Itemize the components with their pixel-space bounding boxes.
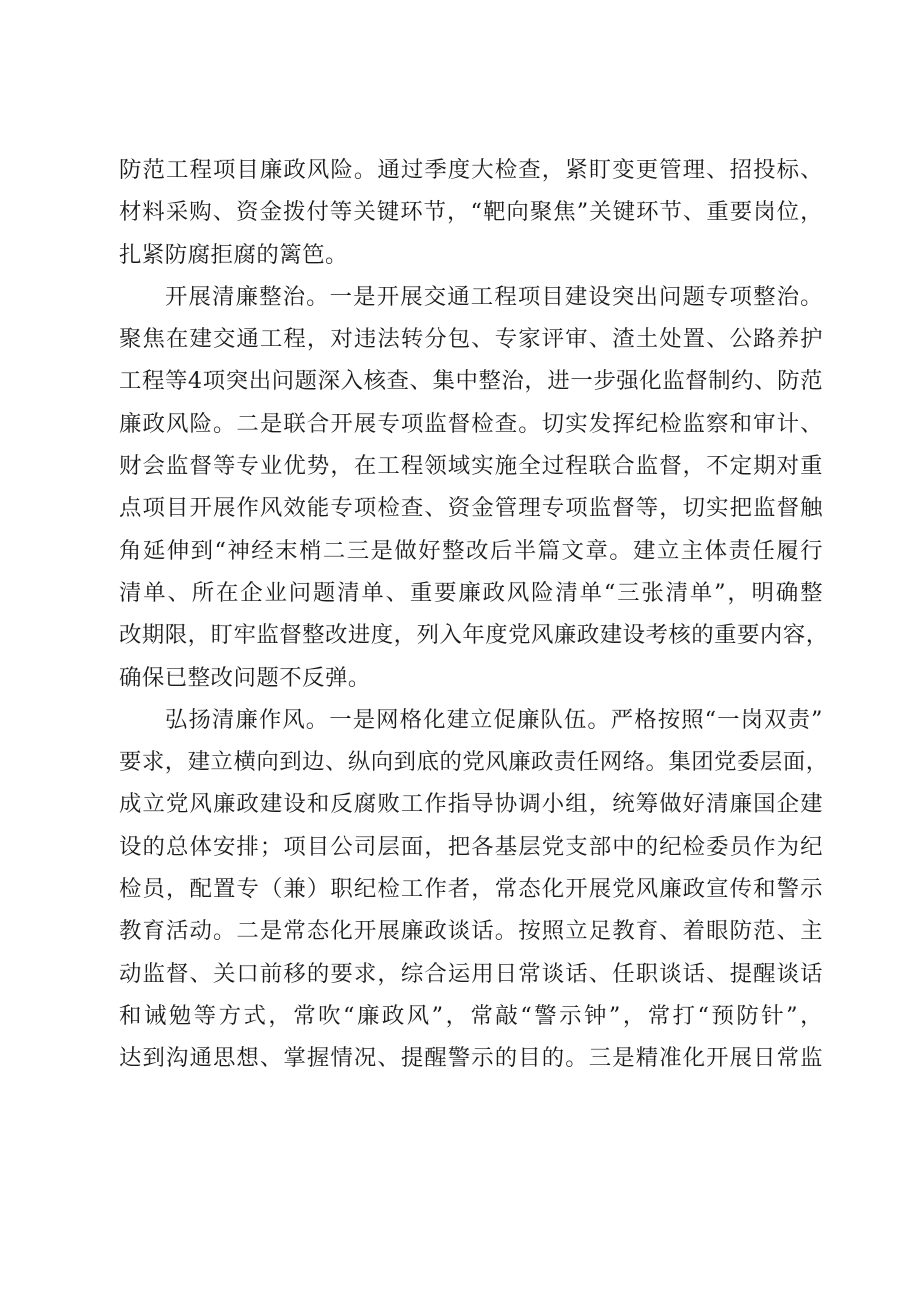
text-line: 扎紧防腐拒腐的篱笆。 xyxy=(119,241,348,268)
text-line: 角延伸到“神经末梢二三是做好整改后半篇文章。建立主体责任履行 xyxy=(119,537,823,564)
text-line: 点项目开展作风效能专项检查、资金管理专项监督等，切实把监督触 xyxy=(119,495,823,522)
paragraph-2 xyxy=(119,276,829,699)
text-line: 工程等4项突出问题深入核查、集中整治，进一步强化监督制约、防范 xyxy=(119,368,823,395)
text-line: 和诫勉等方式，常吹“廉政风”，常敲“警示钟”，常打“预防针”， xyxy=(119,1002,823,1029)
paragraph-3 xyxy=(119,699,829,1080)
text-line: 确保已整改问题不反弹。 xyxy=(119,664,371,691)
text-line: 聚焦在建交通工程，对违法转分包、专家评审、渣土处置、公路养护 xyxy=(119,326,823,353)
text-line: 开展清廉整治。一是开展交通工程项目建设突出问题专项整治。 xyxy=(165,283,823,310)
text-line: 成立党风廉政建设和反腐败工作指导协调小组，统筹做好清廉国企建 xyxy=(119,791,823,818)
text-line: 检员，配置专（兼）职纪检工作者，常态化开展党风廉政宣传和警示 xyxy=(119,876,823,903)
text-line: 设的总体安排；项目公司层面，把各基层党支部中的纪检委员作为纪 xyxy=(119,833,823,860)
paragraph-1 xyxy=(119,149,823,276)
text-line: 弘扬清廉作风。一是网格化建立促廉队伍。严格按照“一岗双责” xyxy=(165,706,823,733)
text-line: 教育活动。二是常态化开展廉政谈话。按照立足教育、着眼防范、主 xyxy=(119,918,823,945)
text-line: 动监督、关口前移的要求，综合运用日常谈话、任职谈话、提醒谈话 xyxy=(119,960,823,987)
text-line: 防范工程项目廉政风险。通过季度大检查，紧盯变更管理、招投标、 xyxy=(119,157,823,183)
text-line: 清单、所在企业问题清单、重要廉政风险清单“三张清单”，明确整 xyxy=(119,579,823,606)
text-line: 廉政风险。二是联合开展专项监督检查。切实发挥纪检监察和审计、 xyxy=(119,410,823,437)
text-line: 材料采购、资金拨付等关键环节，“靶向聚焦”关键环节、重要岗位， xyxy=(119,199,823,226)
text-line: 达到沟通思想、掌握情况、提醒警示的目的。三是精准化开展日常监 xyxy=(119,1045,823,1072)
body-text xyxy=(119,149,829,1080)
text-line: 要求，建立横向到边、纵向到底的党风廉政责任网络。集团党委层面， xyxy=(119,749,829,776)
text-line: 改期限，盯牢监督整改进度，列入年度党风廉政建设考核的重要内容， xyxy=(119,622,829,649)
text-line: 财会监督等专业优势，在工程领域实施全过程联合监督，不定期对重 xyxy=(119,453,823,480)
